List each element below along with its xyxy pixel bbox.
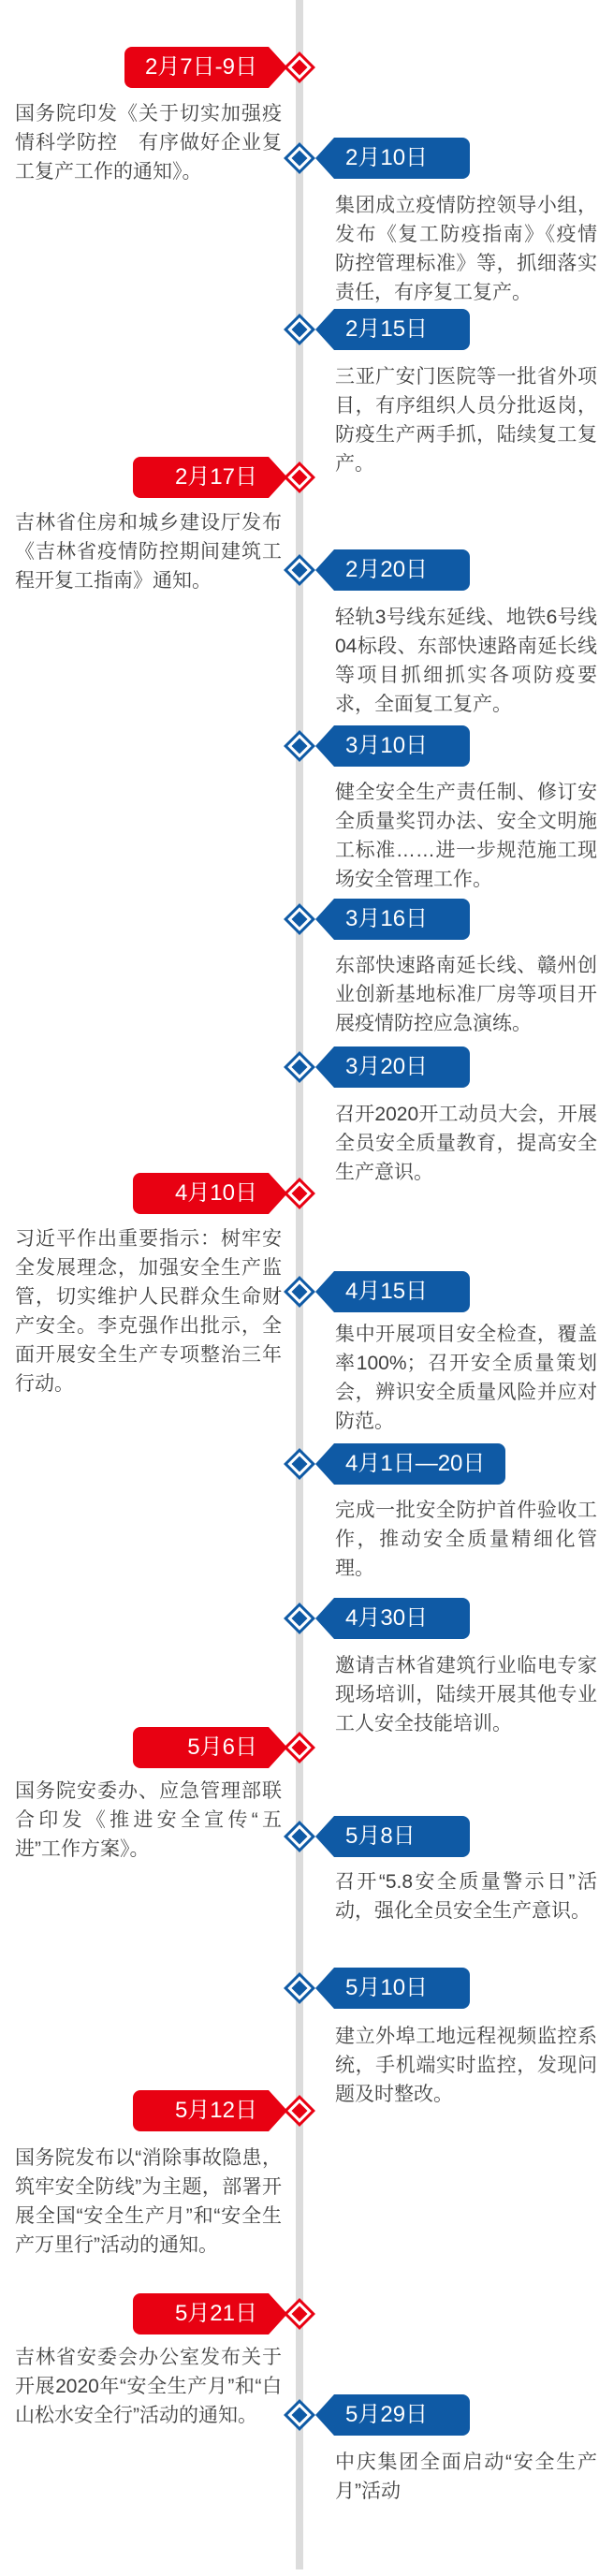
diamond-marker-core [292,322,308,338]
event-description: 轻轨3号线东延线、地铁6号线04标段、东部快速路南延长线等项目抓细抓实各项防疫要求，全面复工复产。 [335,607,597,715]
date-badge-blue [334,725,470,767]
diamond-marker-core [292,151,308,167]
date-badge-red [133,2090,269,2131]
diamond-marker-icon [284,554,315,586]
diamond-marker-core [292,739,308,754]
date-label: 2月10日 [345,145,429,170]
diamond-marker-icon [284,461,315,493]
diamond-marker-icon [284,2298,315,2330]
date-label: 3月20日 [345,1054,429,1079]
date-badge-blue [334,309,470,350]
diamond-marker-core [292,1060,308,1076]
diamond-marker-icon [284,903,315,935]
diamond-marker-icon [284,1603,315,1634]
date-label: 5月8日 [345,1823,416,1849]
diamond-marker-icon [284,1448,315,1480]
diamond-marker-core [292,912,308,928]
event-description: 健全安全生产责任制、修订安全质量奖罚办法、安全文明施工标准……进一步规范施工现场安全管理工作。 [335,782,597,890]
diamond-marker-core [292,2306,308,2322]
diamond-marker-core [292,2408,308,2423]
date-label: 4月15日 [345,1279,429,1304]
date-label: 5月21日 [174,2301,257,2326]
event-description: 邀请吉林省建筑行业临电专家现场培训，陆续开展其他专业工人安全技能培训。 [335,1655,597,1734]
diamond-marker-icon [284,142,315,174]
date-label: 2月20日 [345,557,429,582]
date-badge-blue [334,1271,470,1312]
diamond-marker-core [292,2103,308,2119]
diamond-marker-core [292,470,308,486]
event-description: 吉林省住房和城乡建设厅发布《吉林省疫情防控期间建筑工程开复工指南》通知。 [15,512,282,592]
diamond-marker-core [292,1611,308,1627]
event-description: 三亚广安门医院等一批省外项目，有序组织人员分批返岗，防疫生产两手抓，陆续复工复产。 [335,366,597,475]
diamond-marker-icon [284,1821,315,1852]
date-badge-blue [334,1816,470,1857]
diamond-marker-core [292,1186,308,1202]
diamond-marker-icon [284,2095,315,2127]
diamond-marker-icon [284,314,315,345]
diamond-marker-icon [284,1276,315,1308]
date-badge-blue [334,1968,470,2009]
event-description: 吉林省安委会办公室发布关于开展2020年“安全生产月”和“白山松水安全行”活动的通知。 [15,2347,282,2426]
event-description: 习近平作出重要指示：树牢安全发展理念，加强安全生产监管，切实维护人民群众生命财产安全。李克强作出批示，全面开展安全生产专项整治三年行动。 [15,1228,282,1395]
diamond-marker-core [292,1981,308,1997]
diamond-marker-core [292,1740,308,1756]
diamond-marker-core [292,1456,308,1472]
diamond-marker-core [292,60,308,76]
diamond-marker-icon [284,51,315,83]
date-badge-blue [334,1443,505,1485]
diamond-marker-core [292,1284,308,1300]
date-label: 2月17日 [174,464,257,490]
diamond-marker-icon [284,1178,315,1209]
date-label: 5月29日 [345,2402,429,2427]
date-badge-blue [334,1046,470,1088]
event-description: 集中开展项目安全检查，覆盖率100%；召开安全质量策划会，辨识安全质量风险并应对防范。 [335,1324,597,1432]
date-badge-blue [334,138,470,179]
diamond-marker-core [292,563,308,578]
date-label: 4月1日—20日 [345,1451,486,1476]
event-description: 国务院安委办、应急管理部联合印发《推进安全宣传“五进”工作方案》。 [15,1780,282,1860]
event-description: 国务院印发《关于切实加强疫情科学防控 有序做好企业复工复产工作的通知》。 [15,103,282,183]
event-description: 中庆集团全面启动“安全生产月”活动 [335,2452,597,2502]
event-description: 东部快速路南延长线、赣州创业创新基地标准厂房等项目开展疫情防控应急演练。 [335,955,597,1034]
diamond-marker-icon [284,1732,315,1764]
diamond-marker-icon [284,1972,315,2004]
date-badge-blue [334,1598,470,1639]
date-badge-red [133,1173,269,1214]
event-description: 完成一批安全防护首件验收工作，推动安全质量精细化管理。 [335,1500,597,1579]
date-label: 2月15日 [345,316,429,342]
diamond-marker-icon [284,2399,315,2431]
date-label: 5月6日 [187,1734,257,1760]
date-label: 5月12日 [174,2098,257,2123]
date-label: 5月10日 [345,1975,429,2000]
event-description: 国务院发布以“消除事故隐患，筑牢安全防线”为主题，部署开展全国“安全生产月”和“安全生产万里行”活动的通知。 [15,2147,282,2256]
date-label: 2月7日-9日 [144,54,257,80]
diamond-marker-icon [284,730,315,762]
date-badge-blue [334,2394,470,2436]
date-badge-red [133,2293,269,2334]
date-badge-blue [334,899,470,940]
event-description: 召开2020开工动员大会，开展全员安全质量教育，提高安全生产意识。 [335,1104,597,1183]
diamond-marker-core [292,1829,308,1845]
date-badge-red [133,457,269,498]
diamond-marker-icon [284,1051,315,1083]
date-badge-blue [334,549,470,591]
event-description: 召开“5.8安全质量警示日”活动，强化全员安全生产意识。 [335,1871,597,1922]
date-label: 4月10日 [174,1180,257,1206]
date-badge-red [124,47,269,88]
date-badge-red [133,1727,269,1768]
date-label: 3月16日 [345,906,429,931]
event-description: 建立外埠工地远程视频监控系统，手机端实时监控，发现问题及时整改。 [335,2026,597,2105]
date-label: 4月30日 [345,1605,429,1631]
date-label: 3月10日 [345,733,429,758]
event-description: 集团成立疫情防控领导小组，发布《复工防疫指南》《疫情防控管理标准》等，抓细落实责任，有序复工复产。 [335,195,597,303]
